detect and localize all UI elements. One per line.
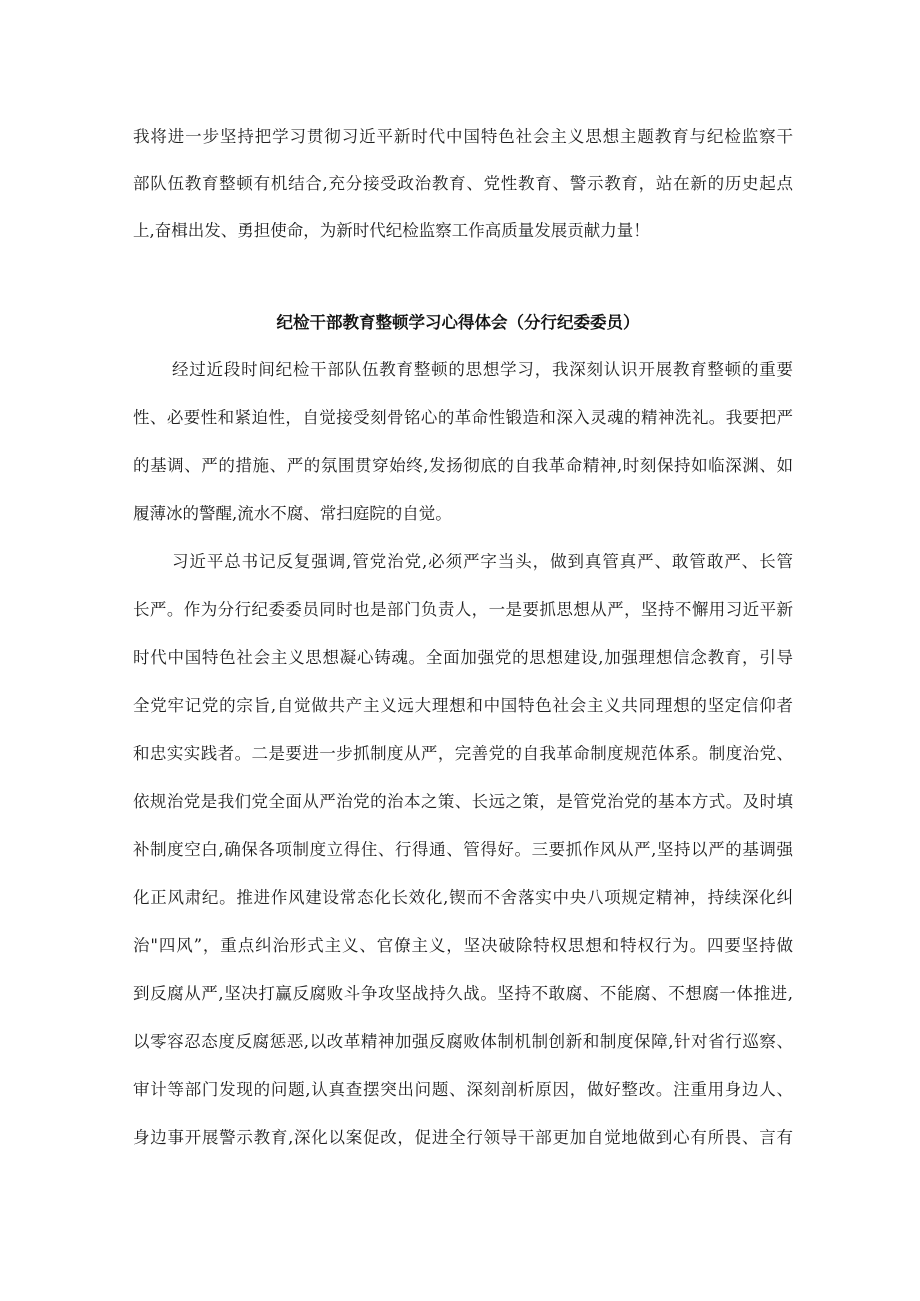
text-line: 治"四风”，重点纠治形式主义、官僚主义，坚决破除特权思想和特权行为。四要坚持做 bbox=[133, 936, 793, 955]
body-text bbox=[133, 346, 793, 1162]
text-line: 时代中国特色社会主义思想凝心铸魂。全面加强党的思想建设,加强理想信念教育，引导 bbox=[133, 648, 793, 667]
text-line: 化正风肃纪。推进作风建设常态化长效化,锲而不舍落实中央八项规定精神，持续深化纠 bbox=[133, 888, 793, 907]
text-line: 上,奋楫出发、勇担使命，为新时代纪检监察工作高质量发展贡献力量！ bbox=[133, 221, 650, 240]
text-line: 身边事开展警示教育,深化以案促改，促进全行领导干部更加自觉地做到心有所畏、言有 bbox=[133, 1128, 793, 1147]
paragraph bbox=[133, 538, 793, 1162]
text-line: 和忠实实践者。二是要进一步抓制度从严，完善党的自我革命制度规范体系。制度治党、 bbox=[133, 744, 793, 763]
text-line: 经过近段时间纪检干部队伍教育整顿的思想学习，我深刻认识开展教育整顿的重要 bbox=[172, 360, 793, 379]
text-line: 审计等部门发现的问题,认真查摆突出问题、深刻剖析原因，做好整改。注重用身边人、 bbox=[133, 1080, 793, 1099]
text-line: 性、必要性和紧迫性，自觉接受刻骨铭心的革命性锻造和深入灵魂的精神洗礼。我要把严 bbox=[133, 408, 793, 427]
text-line: 习近平总书记反复强调,管党治党,必须严字当头，做到真管真严、敢管敢严、长管 bbox=[172, 552, 793, 571]
text-line: 部队伍教育整顿有机结合,充分接受政治教育、党性教育、警示教育，站在新的历史起点 bbox=[133, 174, 793, 193]
intro-paragraph bbox=[133, 113, 793, 254]
text-line: 我将进一步坚持把学习贯彻习近平新时代中国特色社会主义思想主题教育与纪检监察干 bbox=[133, 127, 793, 146]
section-title: 纪检干部教育整顿学习心得体会（分行纪委委员） bbox=[276, 313, 640, 332]
text-line: 的基调、严的措施、严的氛围贯穿始终,发扬彻底的自我革命精神,时刻保持如临深渊、如 bbox=[133, 456, 793, 475]
paragraph bbox=[133, 346, 793, 538]
text-line: 长严。作为分行纪委委员同时也是部门负责人，一是要抓思想从严，坚持不懈用习近平新 bbox=[133, 600, 793, 619]
text-line: 补制度空白,确保各项制度立得住、行得通、管得好。三要抓作风从严,坚持以严的基调强 bbox=[133, 840, 793, 859]
text-line: 到反腐从严,坚决打赢反腐败斗争攻坚战持久战。坚持不敢腐、不能腐、不想腐一体推进, bbox=[133, 984, 793, 1003]
text-line: 依规治党是我们党全面从严治党的治本之策、长远之策，是管党治党的基本方式。及时填 bbox=[133, 792, 793, 811]
text-line: 履薄冰的警醒,流水不腐、常扫庭院的自觉。 bbox=[133, 504, 452, 523]
text-line: 全党牢记党的宗旨,自觉做共产主义远大理想和中国特色社会主义共同理想的坚定信仰者 bbox=[133, 696, 793, 715]
text-line: 以零容忍态度反腐惩恶,以改革精神加强反腐败体制机制创新和制度保障,针对省行巡察、 bbox=[133, 1032, 793, 1051]
